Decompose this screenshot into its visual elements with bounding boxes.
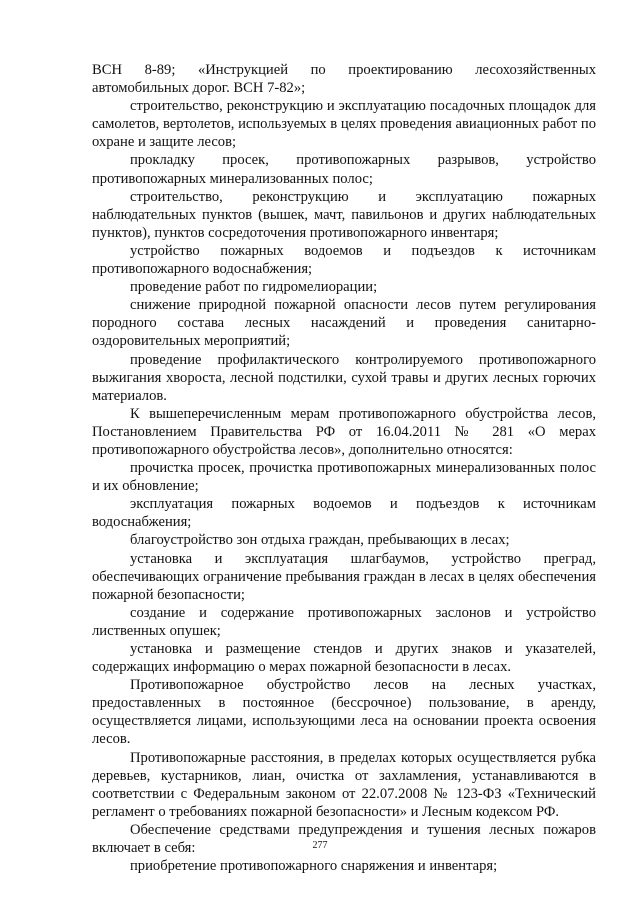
paragraph: прочистка просек, прочистка противопожарных минерализованных полос и их обновление;: [92, 460, 596, 495]
paragraph: проведение работ по гидромелиорации;: [130, 279, 378, 296]
paragraph: приобретение противопожарного снаряжения и инвентаря;: [130, 858, 498, 875]
paragraph: строительство, реконструкцию и эксплуатацию посадочных площадок для самолетов, вертолетов, используемых в целях проведения авиационных работ по охране и защите лесов;: [92, 98, 596, 151]
page-number: 277: [312, 840, 328, 851]
paragraph: Противопожарное обустройство лесов на лесных участках, предоставленных в постоянное (бессрочное) пользование, в аренду, осуществляется лицами, использующими леса на основании проекта освоения лесов.: [92, 677, 596, 748]
paragraph: прокладку просек, противопожарных разрывов, устройство противопожарных минерализованных полос;: [92, 152, 596, 187]
paragraph: строительство, реконструкцию и эксплуатацию пожарных наблюдательных пунктов (вышек, мачт, павильонов и других наблюдательных пунктов), пунктов сосредоточения противопожарного инвентаря;: [92, 188, 596, 241]
paragraph: Противопожарные расстояния, в пределах которых осуществляется рубка деревьев, кустарников, лиан, очистка от захламления, устанавливаются в соответствии с Федеральным законом от 22.07.2008 № 123-ФЗ «Технический регламент о требованиях пожарной безопасности» и Лесным кодексом РФ.: [92, 749, 596, 820]
document-body: [92, 61, 596, 875]
paragraph: Обеспечение средствами предупреждения и тушения лесных пожаров включает в себя:: [92, 821, 596, 857]
paragraph: устройство пожарных водоемов и подъездов к источникам противопожарного водоснабжения;: [92, 242, 596, 278]
paragraph: проведение профилактического контролируемого противопожарного выжигания хвороста, лесной подстилки, сухой травы и других лесных горючих материалов.: [92, 351, 596, 404]
paragraph: ВСН 8-89; «Инструкцией по проектированию лесохозяйственных автомобильных дорог. ВСН 7-82»;: [92, 62, 596, 97]
paragraph: снижение природной пожарной опасности лесов путем регулирования породного состава лесных насаждений и проведения санитарно-оздоровительных мероприятий;: [92, 297, 596, 350]
paragraph: установка и эксплуатация шлагбаумов, устройство преград, обеспечивающих ограничение пребывания граждан в лесах в целях обеспечения пожарной безопасности;: [92, 550, 596, 603]
paragraph: эксплуатация пожарных водоемов и подъездов к источникам водоснабжения;: [92, 496, 596, 531]
paragraph: благоустройство зон отдыха граждан, пребывающих в лесах;: [130, 532, 510, 549]
paragraph: К вышеперечисленным мерам противопожарного обустройства лесов, Постановлением Правительства РФ от 16.04.2011 № 281 «О мерах противопожарного обустройства лесов», дополнительно относятся:: [92, 405, 596, 458]
paragraph: создание и содержание противопожарных заслонов и устройство лиственных опушек;: [92, 604, 596, 639]
paragraph: установка и размещение стендов и других знаков и указателей, содержащих информацию о мерах пожарной безопасности в лесах.: [92, 641, 596, 676]
